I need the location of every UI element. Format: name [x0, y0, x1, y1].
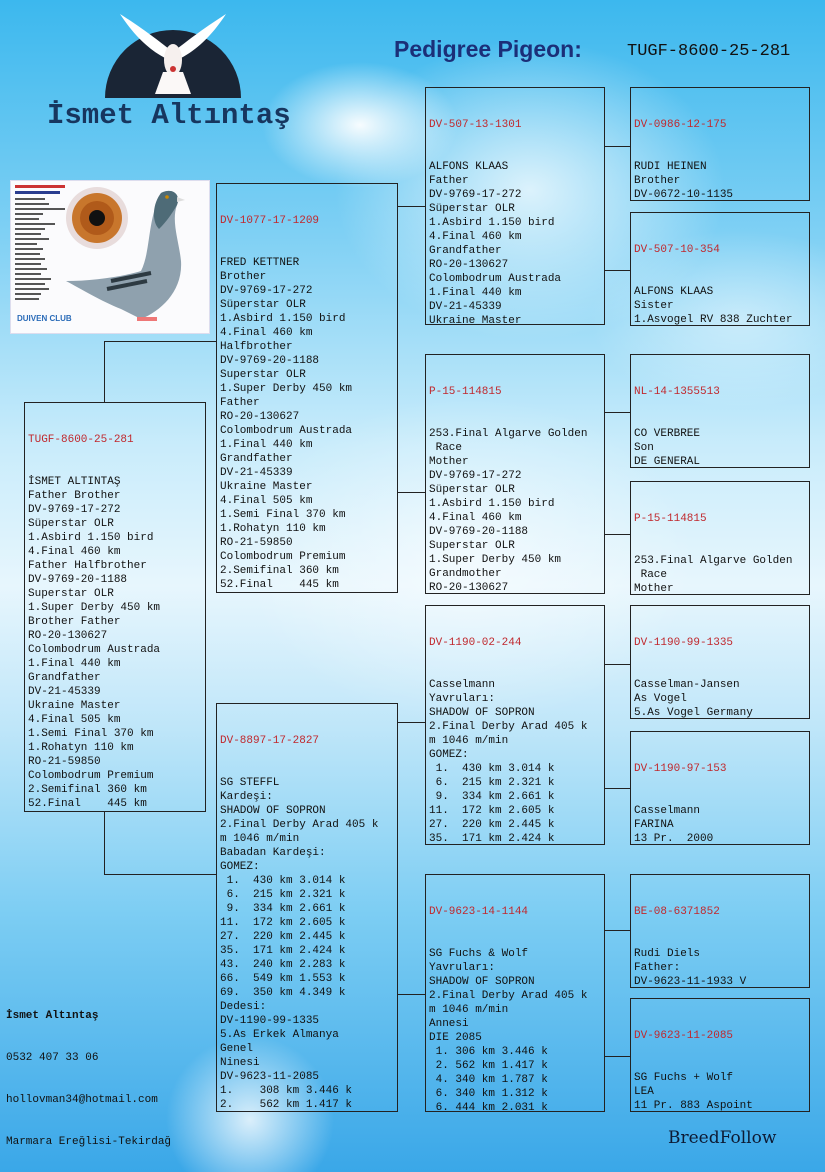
pigeon-details	[28, 475, 203, 811]
detail-line: Mother	[634, 583, 674, 595]
detail-line: Dedesi:	[220, 1001, 267, 1013]
contact-phone: 0532 407 33 06	[6, 1052, 99, 1064]
detail-line: 4.Final 460 km	[220, 327, 313, 339]
detail-line: Süperstar OLR	[220, 299, 306, 311]
detail-line: Grandmother	[429, 568, 502, 580]
ring-number: TUGF-8600-25-281	[28, 434, 134, 446]
detail-line: Yavruları:	[429, 962, 496, 974]
detail-line: 2. 562 km 1.417 k	[220, 1099, 353, 1111]
ring-number: DV-0986-12-175	[634, 119, 727, 131]
ring-number: DV-507-13-1301	[429, 119, 522, 131]
detail-line: 6. 215 km 2.321 k	[220, 889, 346, 901]
father-mother-box[interactable]	[425, 354, 605, 594]
detail-line: Colombodrum Austrada	[429, 273, 562, 285]
page-title: Pedigree Pigeon:	[394, 36, 582, 62]
dove-logo-icon	[105, 12, 241, 98]
detail-line: Race	[429, 442, 463, 454]
father-box[interactable]	[216, 183, 398, 593]
detail-line: SHADOW OF SOPRON	[429, 976, 535, 988]
detail-line: SHADOW OF SOPRON	[429, 707, 535, 719]
detail-line: RO-20-130627	[28, 630, 108, 642]
detail-line: 11 Pr. 883 Aspoint	[634, 1100, 753, 1112]
connector-line	[604, 788, 631, 789]
detail-line: 4.Final 505 km	[220, 495, 313, 507]
detail-line: Superstar OLR	[220, 369, 306, 381]
detail-line: DV-9769-17-272	[429, 470, 522, 482]
detail-line: CO VERBREE	[634, 428, 701, 440]
detail-line: 1.Asbird 1.150 bird	[429, 217, 555, 229]
detail-line: Colombodrum Premium	[220, 551, 346, 563]
detail-line: 6. 340 km 1.312 k	[429, 1088, 548, 1100]
detail-line: DV-9623-11-2085	[220, 1071, 320, 1083]
father-details	[220, 256, 395, 592]
detail-line: Race	[634, 569, 668, 581]
ff-father-details	[634, 160, 807, 201]
ring-number: DV-1190-99-1335	[634, 637, 734, 649]
detail-line: 1.Super Derby 450 km	[220, 383, 353, 395]
detail-line: Yavruları:	[429, 693, 496, 705]
detail-line: Grandfather	[28, 672, 101, 684]
detail-line: 4.Final 505 km	[28, 714, 121, 726]
detail-line: 9. 334 km 2.661 k	[220, 903, 346, 915]
detail-line: Casselmann	[634, 805, 701, 817]
detail-line: RUDI HEINEN	[634, 161, 707, 173]
detail-line: LEA	[634, 1086, 654, 1098]
detail-line: DV-21-45339	[220, 467, 293, 479]
owner-brand-name: İsmet Altıntaş	[47, 99, 291, 132]
logo	[105, 12, 241, 98]
connector-line	[104, 812, 105, 874]
detail-line: Father:	[634, 962, 681, 974]
detail-line: As Vogel	[634, 693, 687, 705]
connector-line	[604, 1056, 631, 1057]
ring-number: P-15-114815	[429, 386, 502, 398]
detail-line: DV-21-45339	[28, 686, 101, 698]
detail-line: 4. 340 km 1.787 k	[429, 1074, 548, 1086]
ring-number: P-15-114815	[634, 513, 707, 525]
detail-line: SG Fuchs + Wolf	[634, 1072, 734, 1084]
connector-line	[397, 206, 426, 207]
father-father-details	[429, 160, 602, 325]
detail-line: Father Halfbrother	[28, 560, 147, 572]
detail-line: 27. 220 km 2.445 k	[429, 819, 555, 831]
contact-name: İsmet Altıntaş	[6, 1010, 99, 1022]
contact-email[interactable]: hollovman34@hotmail.com	[6, 1094, 158, 1106]
connector-line	[397, 492, 426, 493]
detail-line: Superstar OLR	[28, 588, 114, 600]
detail-line: SG Fuchs & Wolf	[429, 948, 529, 960]
detail-line: 1.Rohatyn 110 km	[28, 742, 134, 754]
mm-father-box[interactable]	[630, 874, 810, 988]
mf-father-box[interactable]	[630, 605, 810, 719]
detail-line: 1.Super Derby 450 km	[429, 554, 562, 566]
mother-father-box[interactable]	[425, 605, 605, 845]
detail-line: 43. 240 km 2.283 k	[220, 959, 346, 971]
connector-line	[604, 270, 631, 271]
detail-line: m 1046 m/min	[429, 735, 509, 747]
detail-line: DIE 2085	[429, 1032, 482, 1044]
detail-line: Süperstar OLR	[429, 484, 515, 496]
mm-mother-details	[634, 1071, 807, 1112]
detail-line: 253.Final Algarve Golden	[429, 428, 588, 440]
detail-line: 2.Final Derby Arad 405 k	[429, 990, 588, 1002]
detail-line: Father Brother	[28, 490, 121, 502]
detail-line: FARINA	[634, 819, 674, 831]
detail-line: Kardeşi:	[220, 791, 273, 803]
detail-line: 1.Asbird 1.150 bird	[220, 313, 346, 325]
detail-line: Brother	[634, 175, 681, 187]
detail-line: DV-9769-20-1188	[429, 526, 529, 538]
connector-line	[104, 341, 216, 342]
ring-number: NL-14-1355513	[634, 386, 720, 398]
detail-line: 52.Final 445 km	[220, 579, 339, 591]
fm-father-details	[634, 427, 807, 468]
connector-line	[397, 722, 426, 723]
ring-number: DV-507-10-354	[634, 244, 720, 256]
ring-number: DV-1077-17-1209	[220, 215, 320, 227]
detail-line: DV-1190-99-1335	[220, 1015, 320, 1027]
father-father-box[interactable]	[425, 87, 605, 325]
detail-line: RO-20-130627	[220, 411, 300, 423]
detail-line: SHADOW OF SOPRON	[220, 805, 326, 817]
detail-line: Casselman-Jansen	[634, 679, 740, 691]
detail-line: 1. 430 km 3.014 k	[429, 763, 555, 775]
detail-line: 1.Semi Final 370 km	[220, 509, 346, 521]
detail-line: Father	[220, 397, 260, 409]
detail-line: DV-9769-17-272	[220, 285, 313, 297]
detail-line: Brother Father	[28, 616, 121, 628]
fm-mother-details	[634, 554, 807, 595]
connector-line	[104, 874, 216, 875]
detail-line: DV-9769-20-1188	[28, 574, 128, 586]
detail-line: 2.Final Derby Arad 405 k	[429, 721, 588, 733]
detail-line: Annesi	[429, 1018, 469, 1030]
contact-location: Marmara Ereğlisi-Tekirdağ	[6, 1136, 172, 1148]
detail-line: 4.Final 460 km	[429, 512, 522, 524]
detail-line: 27. 220 km 2.445 k	[220, 931, 346, 943]
ring-number: BE-08-6371852	[634, 906, 720, 918]
detail-line: Ukraine Master	[28, 700, 121, 712]
detail-line: Süperstar OLR	[429, 203, 515, 215]
detail-line: Colombodrum Austrada	[220, 425, 353, 437]
detail-line: 35. 171 km 2.424 k	[429, 833, 555, 845]
detail-line: 4.Final 460 km	[28, 546, 121, 558]
connector-line	[604, 534, 631, 535]
detail-line: Superstar OLR	[429, 540, 515, 552]
detail-line: Süperstar OLR	[28, 518, 114, 530]
detail-line: 5.As Vogel Germany	[634, 707, 753, 719]
detail-line: 52.Final 445 km	[28, 798, 147, 810]
detail-line: 13 Pr. 2000	[634, 833, 714, 845]
breedfollow-brand: BreedFollow	[668, 1128, 777, 1148]
pigeon-photo	[10, 180, 210, 334]
detail-line: 1.Asbird 1.150 bird	[429, 498, 555, 510]
mf-mother-details	[634, 804, 807, 845]
detail-line: DV-21-45339	[429, 301, 502, 313]
detail-line: Grandfather	[429, 245, 502, 257]
contact-info	[6, 981, 171, 1163]
mother-box[interactable]	[216, 703, 398, 1112]
detail-line: DV-9623-11-1933 V	[634, 976, 747, 988]
club-logo-icon: DUIVEN CLUB	[17, 314, 72, 323]
detail-line: 1. 306 km 3.446 k	[429, 1046, 548, 1058]
detail-line: 5.As Erkek Almanya	[220, 1029, 339, 1041]
mother-mother-details	[429, 947, 602, 1112]
detail-line: Son	[634, 442, 654, 454]
detail-line: Mother	[429, 456, 469, 468]
detail-line: ALFONS KLAAS	[429, 161, 509, 173]
detail-line: RO-21-59850	[28, 756, 101, 768]
detail-line: 11. 172 km 2.605 k	[429, 805, 555, 817]
mf-father-details	[634, 678, 807, 719]
detail-line: DE GENERAL	[634, 456, 701, 468]
ring-number: DV-1190-97-153	[634, 763, 727, 775]
ring-number: DV-9623-11-2085	[634, 1030, 734, 1042]
detail-line: ALFONS KLAAS	[634, 286, 714, 298]
connector-line	[397, 994, 426, 995]
detail-line: RO-20-130627	[429, 582, 509, 594]
detail-line: 1. 430 km 3.014 k	[220, 875, 346, 887]
detail-line: 1.Rohatyn 110 km	[220, 523, 326, 535]
connector-line	[604, 146, 631, 147]
mother-father-details	[429, 678, 602, 845]
mm-father-details	[634, 947, 807, 988]
detail-line: Grandfather	[220, 453, 293, 465]
detail-line: Babadan Kardeşi:	[220, 847, 326, 859]
detail-line: RO-20-130627	[429, 259, 509, 271]
detail-line: 6. 444 km 2.031 k	[429, 1102, 548, 1112]
detail-line: Sister	[634, 300, 674, 312]
detail-line: 2.Semifinal 360 km	[220, 565, 339, 577]
detail-line: 1. 308 km 3.446 k	[220, 1085, 353, 1097]
ring-number: DV-1190-02-244	[429, 637, 522, 649]
detail-line: 253.Final Algarve Golden	[634, 555, 793, 567]
detail-line: 6. 215 km 2.321 k	[429, 777, 555, 789]
father-mother-details	[429, 427, 602, 594]
detail-line: 1.Final 440 km	[28, 658, 121, 670]
detail-line: Brother	[220, 271, 267, 283]
ring-number: DV-8897-17-2827	[220, 735, 320, 747]
detail-line: Father	[429, 175, 469, 187]
detail-line: 1.Super Derby 450 km	[28, 602, 161, 614]
detail-line: Colombodrum Austrada	[28, 644, 161, 656]
detail-line: Colombodrum Premium	[28, 770, 154, 782]
detail-line: 1.Final 440 km	[220, 439, 313, 451]
detail-line: 35. 171 km 2.424 k	[220, 945, 346, 957]
detail-line: Casselmann	[429, 679, 496, 691]
connector-line	[604, 664, 631, 665]
detail-line: 1.Asvogel RV 838 Zuchter	[634, 314, 793, 326]
detail-line: m 1046 m/min	[220, 833, 300, 845]
detail-line: FRED KETTNER	[220, 257, 300, 269]
fm-father-box[interactable]	[630, 354, 810, 468]
connector-line	[104, 341, 105, 402]
connector-line	[604, 412, 631, 413]
detail-line: 11. 172 km 2.605 k	[220, 917, 346, 929]
detail-line: 66. 549 km 1.553 k	[220, 973, 346, 985]
detail-line: İSMET ALTINTAŞ	[28, 476, 121, 488]
mother-details	[220, 776, 395, 1112]
ff-mother-details	[634, 285, 807, 326]
detail-line: Ninesi	[220, 1057, 260, 1069]
pedigree-ring-number: TUGF-8600-25-281	[627, 42, 791, 61]
detail-line: Genel	[220, 1043, 254, 1055]
detail-line: 1.Semi Final 370 km	[28, 728, 154, 740]
mf-mother-box[interactable]	[630, 731, 810, 845]
detail-line: RO-21-59850	[220, 537, 293, 549]
detail-line: Halfbrother	[220, 341, 293, 353]
detail-line: GOMEZ:	[429, 749, 469, 761]
detail-line: Ukraine Master	[220, 481, 313, 493]
detail-line: SG STEFFL	[220, 777, 280, 789]
ring-number: DV-9623-14-1144	[429, 906, 529, 918]
detail-line: Ukraine Master	[429, 315, 522, 325]
detail-line: DV-0672-10-1135	[634, 189, 734, 201]
detail-line: GOMEZ:	[220, 861, 260, 873]
detail-line: 1.Final 440 km	[429, 287, 522, 299]
detail-line: m 1046 m/min	[429, 1004, 509, 1016]
detail-line: DV-9769-20-1188	[220, 355, 320, 367]
detail-line: 69. 350 km 4.349 k	[220, 987, 346, 999]
detail-line: 9. 334 km 2.661 k	[429, 791, 555, 803]
detail-line: 2.Semifinal 360 km	[28, 784, 147, 796]
detail-line: 2.Final Derby Arad 405 k	[220, 819, 379, 831]
detail-line: DV-9769-17-272	[28, 504, 121, 516]
detail-line: 1.Asbird 1.150 bird	[28, 532, 154, 544]
fm-mother-box[interactable]	[630, 481, 810, 595]
ff-mother-box[interactable]	[630, 212, 810, 326]
pigeon-photo-icon	[11, 181, 209, 333]
detail-line: 4.Final 460 km	[429, 231, 522, 243]
detail-line: 2. 562 km 1.417 k	[429, 1060, 548, 1072]
detail-line: DV-9769-17-272	[429, 189, 522, 201]
ff-father-box[interactable]	[630, 87, 810, 201]
connector-line	[604, 930, 631, 931]
pigeon-box[interactable]	[24, 402, 206, 812]
mm-mother-box[interactable]	[630, 998, 810, 1112]
detail-line: Rudi Diels	[634, 948, 701, 960]
mother-mother-box[interactable]	[425, 874, 605, 1112]
